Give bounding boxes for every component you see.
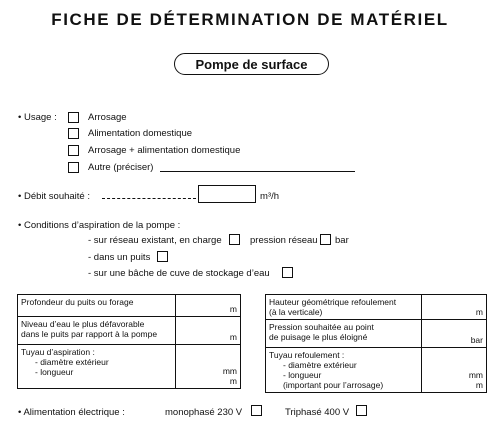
checkbox-autre[interactable] — [68, 162, 79, 173]
table-row — [266, 295, 487, 320]
option-arrosage-alimentation: Arrosage + alimentation domestique — [88, 145, 241, 156]
checkbox-puits[interactable] — [157, 251, 168, 262]
refoulement-table — [265, 294, 487, 393]
debit-label: • Débit souhaité : — [18, 191, 90, 202]
option-arrosage: Arrosage — [88, 112, 127, 123]
pression-souhaitee-value-cell[interactable]: bar — [422, 320, 487, 348]
pression-reseau-input[interactable] — [320, 234, 331, 245]
product-type-badge: Pompe de surface — [174, 53, 329, 75]
reseau-label: - sur réseau existant, en charge — [88, 235, 222, 246]
alimentation-label: • Alimentation électrique : — [18, 407, 125, 418]
bache-label: - sur une bâche de cuve de stockage d’eau — [88, 268, 270, 279]
checkbox-arrosage-alimentation[interactable] — [68, 145, 79, 156]
table-row — [266, 320, 487, 348]
page-title: FICHE DE DÉTERMINATION DE MATÉRIEL — [51, 10, 449, 29]
table-row — [18, 295, 241, 317]
autre-input-line[interactable] — [160, 171, 355, 172]
conditions-label: • Conditions d’aspiration de la pompe : — [18, 220, 181, 231]
puits-label: - dans un puits — [88, 252, 151, 263]
debit-input[interactable] — [198, 185, 256, 203]
usage-label: • Usage : — [18, 112, 57, 123]
debit-dotted-line — [102, 198, 196, 199]
tuyau-refoulement-label: Tuyau refoulement : - diamètre extérieur - longueur (important pour l’arrosage) — [266, 348, 422, 393]
checkbox-reseau[interactable] — [229, 234, 240, 245]
checkbox-triphase[interactable] — [356, 405, 367, 416]
monophase-label: monophasé 230 V — [165, 407, 243, 418]
hauteur-value-cell[interactable]: m — [422, 295, 487, 320]
hauteur-label: Hauteur géométrique refoulement (à la verticale) — [266, 295, 422, 320]
niveau-value-cell[interactable]: m — [176, 317, 241, 345]
checkbox-monophase[interactable] — [251, 405, 262, 416]
option-alimentation-domestique: Alimentation domestique — [88, 128, 193, 139]
tuyau-aspiration-label: Tuyau d’aspiration : - diamètre extérieur - longueur — [18, 345, 176, 389]
checkbox-arrosage[interactable] — [68, 112, 79, 123]
checkbox-bache[interactable] — [282, 267, 293, 278]
option-autre: Autre (préciser) — [88, 162, 154, 173]
pression-souhaitee-label: Pression souhaitée au point de puisage le plus éloigné — [266, 320, 422, 348]
tuyau-refoulement-value-cell[interactable]: mm m — [422, 348, 487, 393]
debit-unit: m³/h — [260, 191, 279, 202]
pression-unit: bar — [335, 235, 349, 246]
profondeur-label: Profondeur du puits ou forage — [18, 295, 176, 317]
aspiration-table — [17, 294, 241, 389]
profondeur-value-cell[interactable]: m — [176, 295, 241, 317]
table-row — [18, 317, 241, 345]
tuyau-aspiration-value-cell[interactable]: mm m — [176, 345, 241, 389]
checkbox-alimentation-domestique[interactable] — [68, 128, 79, 139]
triphase-label: Triphasé 400 V — [285, 407, 350, 418]
table-row — [266, 348, 487, 393]
niveau-label: Niveau d’eau le plus défavorable dans le puits par rapport à la pompe — [18, 317, 176, 345]
pression-reseau-label: pression réseau — [250, 235, 318, 246]
table-row — [18, 345, 241, 389]
